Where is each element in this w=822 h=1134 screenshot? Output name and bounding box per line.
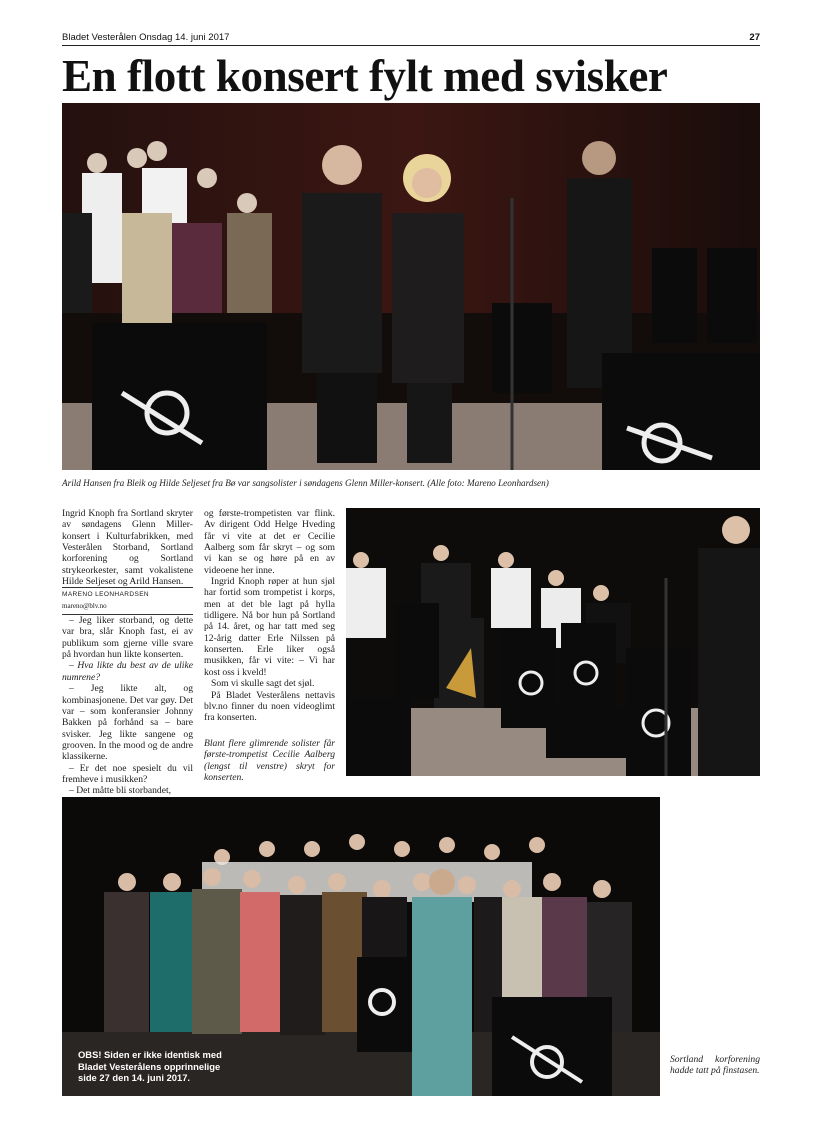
article-paragraph: – Jeg likte alt, og kombinasjonene. Det var gøy. Det var – som konferansier Johnny Bakken på forhånd sa – bare svisker. Jeg likte sangene og grooven. In the mood og de andre klassikerne.: [62, 683, 193, 763]
article-paragraph: og første-trompetisten var flink. Av dirigent Odd Helge Hveding får vi vite at det er Cecilie Aalberg som får skryt – og som vi kan se og høre på en av videoene her inne.: [204, 508, 335, 576]
article-paragraph: På Bladet Vesterålens nettavis blv.no finner du noen videoglimt fra konserten.: [204, 689, 335, 724]
reprint-notice: [78, 1049, 278, 1084]
notice-line: side 27 den 14. juni 2017.: [78, 1072, 191, 1084]
headline: En flott konsert fylt med svisker: [62, 51, 668, 101]
notice-line: OBS! Siden er ikke identisk med: [78, 1049, 222, 1060]
main-photo-caption: Arild Hansen fra Bleik og Hilde Seljeset fra Bø var sangsolister i søndagens Glenn Miller-konsert. (Alle foto: Mareno Leonhardsen): [62, 478, 549, 488]
article-paragraph: Som vi skulle sagt det sjøl.: [211, 678, 315, 690]
band-photo-caption: Blant flere glimrende solister får første-trompetist Cecilie Aalberg (lengst til venstre) skryt for konserten.: [204, 738, 335, 783]
publication-date: Bladet Vesterålen Onsdag 14. juni 2017: [62, 32, 230, 43]
byline: MARENO LEONHARDSEN: [62, 587, 193, 600]
article-paragraph: Ingrid Knoph fra Sortland skryter av søndagens Glenn Miller-konsert i Kulturfabrikken, med Vesterålen Storband, Sortland korforening og Sortland strykeorkester, samt vokalistene Hilde Seljeset og Arild Hansen.: [62, 508, 193, 588]
article-paragraph: Ingrid Knoph røper at hun sjøl har fortid som trompetist i korps, men at det ble lagt på hylla tidligere. Nå bor hun på Sortland på 14. året, og har tatt med seg 12-årig datter Erle Nilssen på konserten. Erle liker også musikken, får vi vite: – Vi har kost oss i kveld!: [204, 576, 335, 678]
article-paragraph: – Det måtte bli storbandet,: [69, 785, 172, 797]
page-number: 27: [749, 32, 760, 43]
band-photo: [346, 508, 760, 776]
article-paragraph: – Jeg liker storband, og dette var bra, slår Knoph fast, ei av publikum som gjerne ville svare på hvordan hun likte konserten.: [62, 615, 193, 661]
article-paragraph: – Er det noe spesielt du vil fremheve i musikken?: [62, 762, 193, 785]
notice-line: Bladet Vesterålens opprinnelige: [78, 1060, 221, 1072]
page-header: [62, 30, 760, 46]
article-column-1: [62, 508, 193, 797]
choir-photo-caption: Sortland korforening hadde tatt på finstasen.: [670, 1054, 760, 1077]
author-email: mareno@blv.no: [62, 601, 193, 615]
main-photo: [62, 103, 760, 470]
interview-question: – Hva likte du best av de ulike numrene?: [62, 660, 193, 683]
article-column-2: [204, 508, 335, 724]
